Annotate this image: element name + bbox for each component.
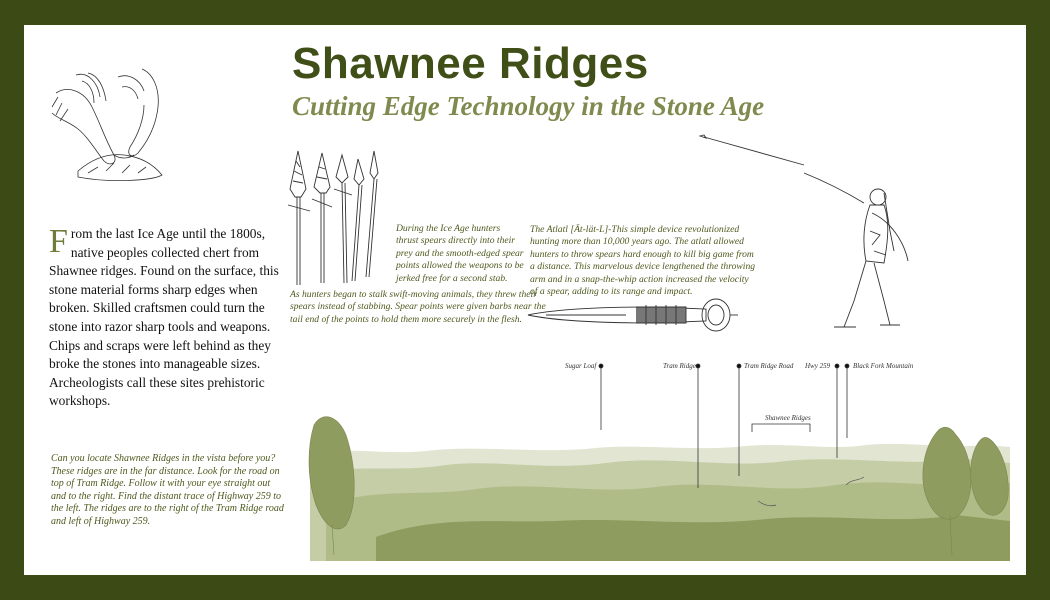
tram-ridge-label: Tram Ridge [663, 362, 696, 370]
vista-caption: Can you locate Shawnee Ridges in the vista before you? These ridges are in the far distance. Look for the road on top of Tram Ridge. Follow it with your eye straight out and to the right. Find the distant trace of Highway 259 to the left. The ridges are to the right of the Tram Ridge road and left of Highway 259. [51, 453, 284, 527]
intro-dropcap: F [49, 223, 68, 260]
spear-points-illustration [286, 149, 388, 289]
ice-age-caption: During the Ice Age hunters thrust spears directly into their prey and the smooth-edged spear points allowed the weapons to be jerked free for a second stab. [396, 223, 524, 284]
black-fork-mountain-label: Black Fork Mountain [853, 362, 914, 370]
sign-title: Shawnee Ridges [292, 39, 649, 88]
spear-thrower-figure [694, 131, 934, 331]
knapping-hands-illustration [48, 63, 178, 195]
atlatl-caption: The Atlatl [Ät-lät-L]-This simple device revolutionized hunting more than 10,000 years ago. The atlatl allowed hunters to throw spears hard enough to kill big game from a distance. This marvelous device lengthened the throwing arm and in a snap-the-whip action increased the velocity of a spear, adding to its range and impact. [530, 224, 756, 298]
hunters-caption: As hunters began to stalk swift-moving animals, they threw their spears instead of stabbing. Spear points were given barbs near the tail end of the points to hold them more securely in the flesh. [290, 289, 546, 325]
intro-text [49, 225, 281, 411]
vista-marker-lines [584, 360, 864, 490]
sign-subtitle: Cutting Edge Technology in the Stone Age [292, 91, 765, 121]
shawnee-ridges-label: Shawnee Ridges [765, 414, 811, 422]
sugar-loaf-label: Sugar Loaf [565, 362, 597, 370]
intro-body: rom the last Ice Age until the 1800s, native peoples collected chert from Shawnee ridges. Found on the surface, this stone material forms sharp edges when broken. Skilled craftsmen could turn the stone into razor sharp tools and weapons. Chips and scraps were left behind as they broke the stones into manageable sizes. Archeologists call these sites prehistoric workshops. [49, 226, 279, 409]
sign-panel [24, 25, 1026, 575]
hwy-259-label: Hwy 259 [805, 362, 831, 370]
tram-ridge-road-label: Tram Ridge Road [744, 362, 794, 370]
